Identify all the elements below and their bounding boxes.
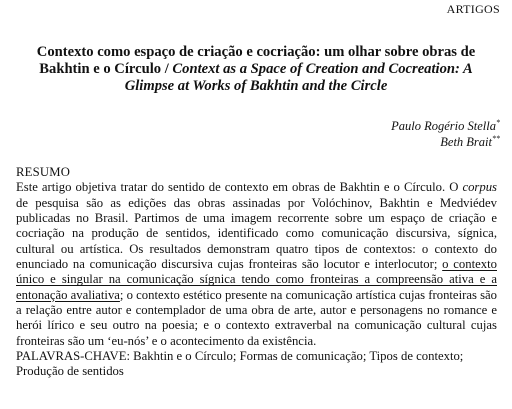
author-name: Paulo Rogério Stella — [391, 119, 496, 133]
title-english: Context as a Space of Creation and Cocreation: A Glimpse at Works of Bakhtin and the Circle — [124, 61, 473, 94]
abstract-term-corpus: corpus — [462, 180, 497, 195]
author-footnote-mark[interactable]: * — [496, 117, 500, 127]
author-footnote-mark[interactable]: ** — [492, 133, 500, 143]
section-label: ARTIGOS — [446, 2, 500, 16]
abstract-text: ; o contexto estético presente na comunicação artística cujas fronteiras são a relação entre autor e contemplador de uma obra de arte, autor e personagens no romance e herói lírico e seu outro na poesia; e o contexto extraverbal na comunicação cultural cujas fronteiras são um ‘eu-nós’ e o acontecimento da existência. — [16, 287, 497, 348]
author — [391, 118, 500, 134]
abstract-body — [16, 180, 497, 349]
keywords: PALAVRAS-CHAVE: Bakhtin e o Círculo; Formas de comunicação; Tipos de contexto; Produção de sentidos — [16, 349, 464, 379]
author-list — [391, 118, 500, 150]
abstract-highlighted-passage: o contexto único e singular na comunicação sígnica tendo como fronteiras a compreensão ativa e a entonação avaliativa — [16, 257, 497, 302]
author — [391, 134, 500, 150]
author-name: Beth Brait — [440, 135, 492, 149]
article-title — [16, 44, 496, 95]
abstract-text: de pesquisa são as edições das obras assinadas por Volóchinov, Bakhtin e Medviédev publicadas no Brasil. Partimos de uma imagem recorrente sobre um espaço de criação e cocriação na produção de sentidos, identificado como comunicação discursiva, sígnica, cultural ou artística. Os resultados demonstram quatro tipos de contextos: o contexto do enunciado na comunicação discursiva cujas fronteiras são locutor e interlocutor; — [16, 195, 497, 272]
abstract — [16, 165, 497, 380]
abstract-text: Este artigo objetiva tratar do sentido de contexto em obras de Bakhtin e o Círculo. O — [16, 180, 463, 195]
title-portuguese: Contexto como espaço de criação e cocriação: um olhar sobre obras de Bakhtin e o Círculo / — [36, 44, 476, 77]
abstract-heading: RESUMO — [16, 165, 71, 179]
